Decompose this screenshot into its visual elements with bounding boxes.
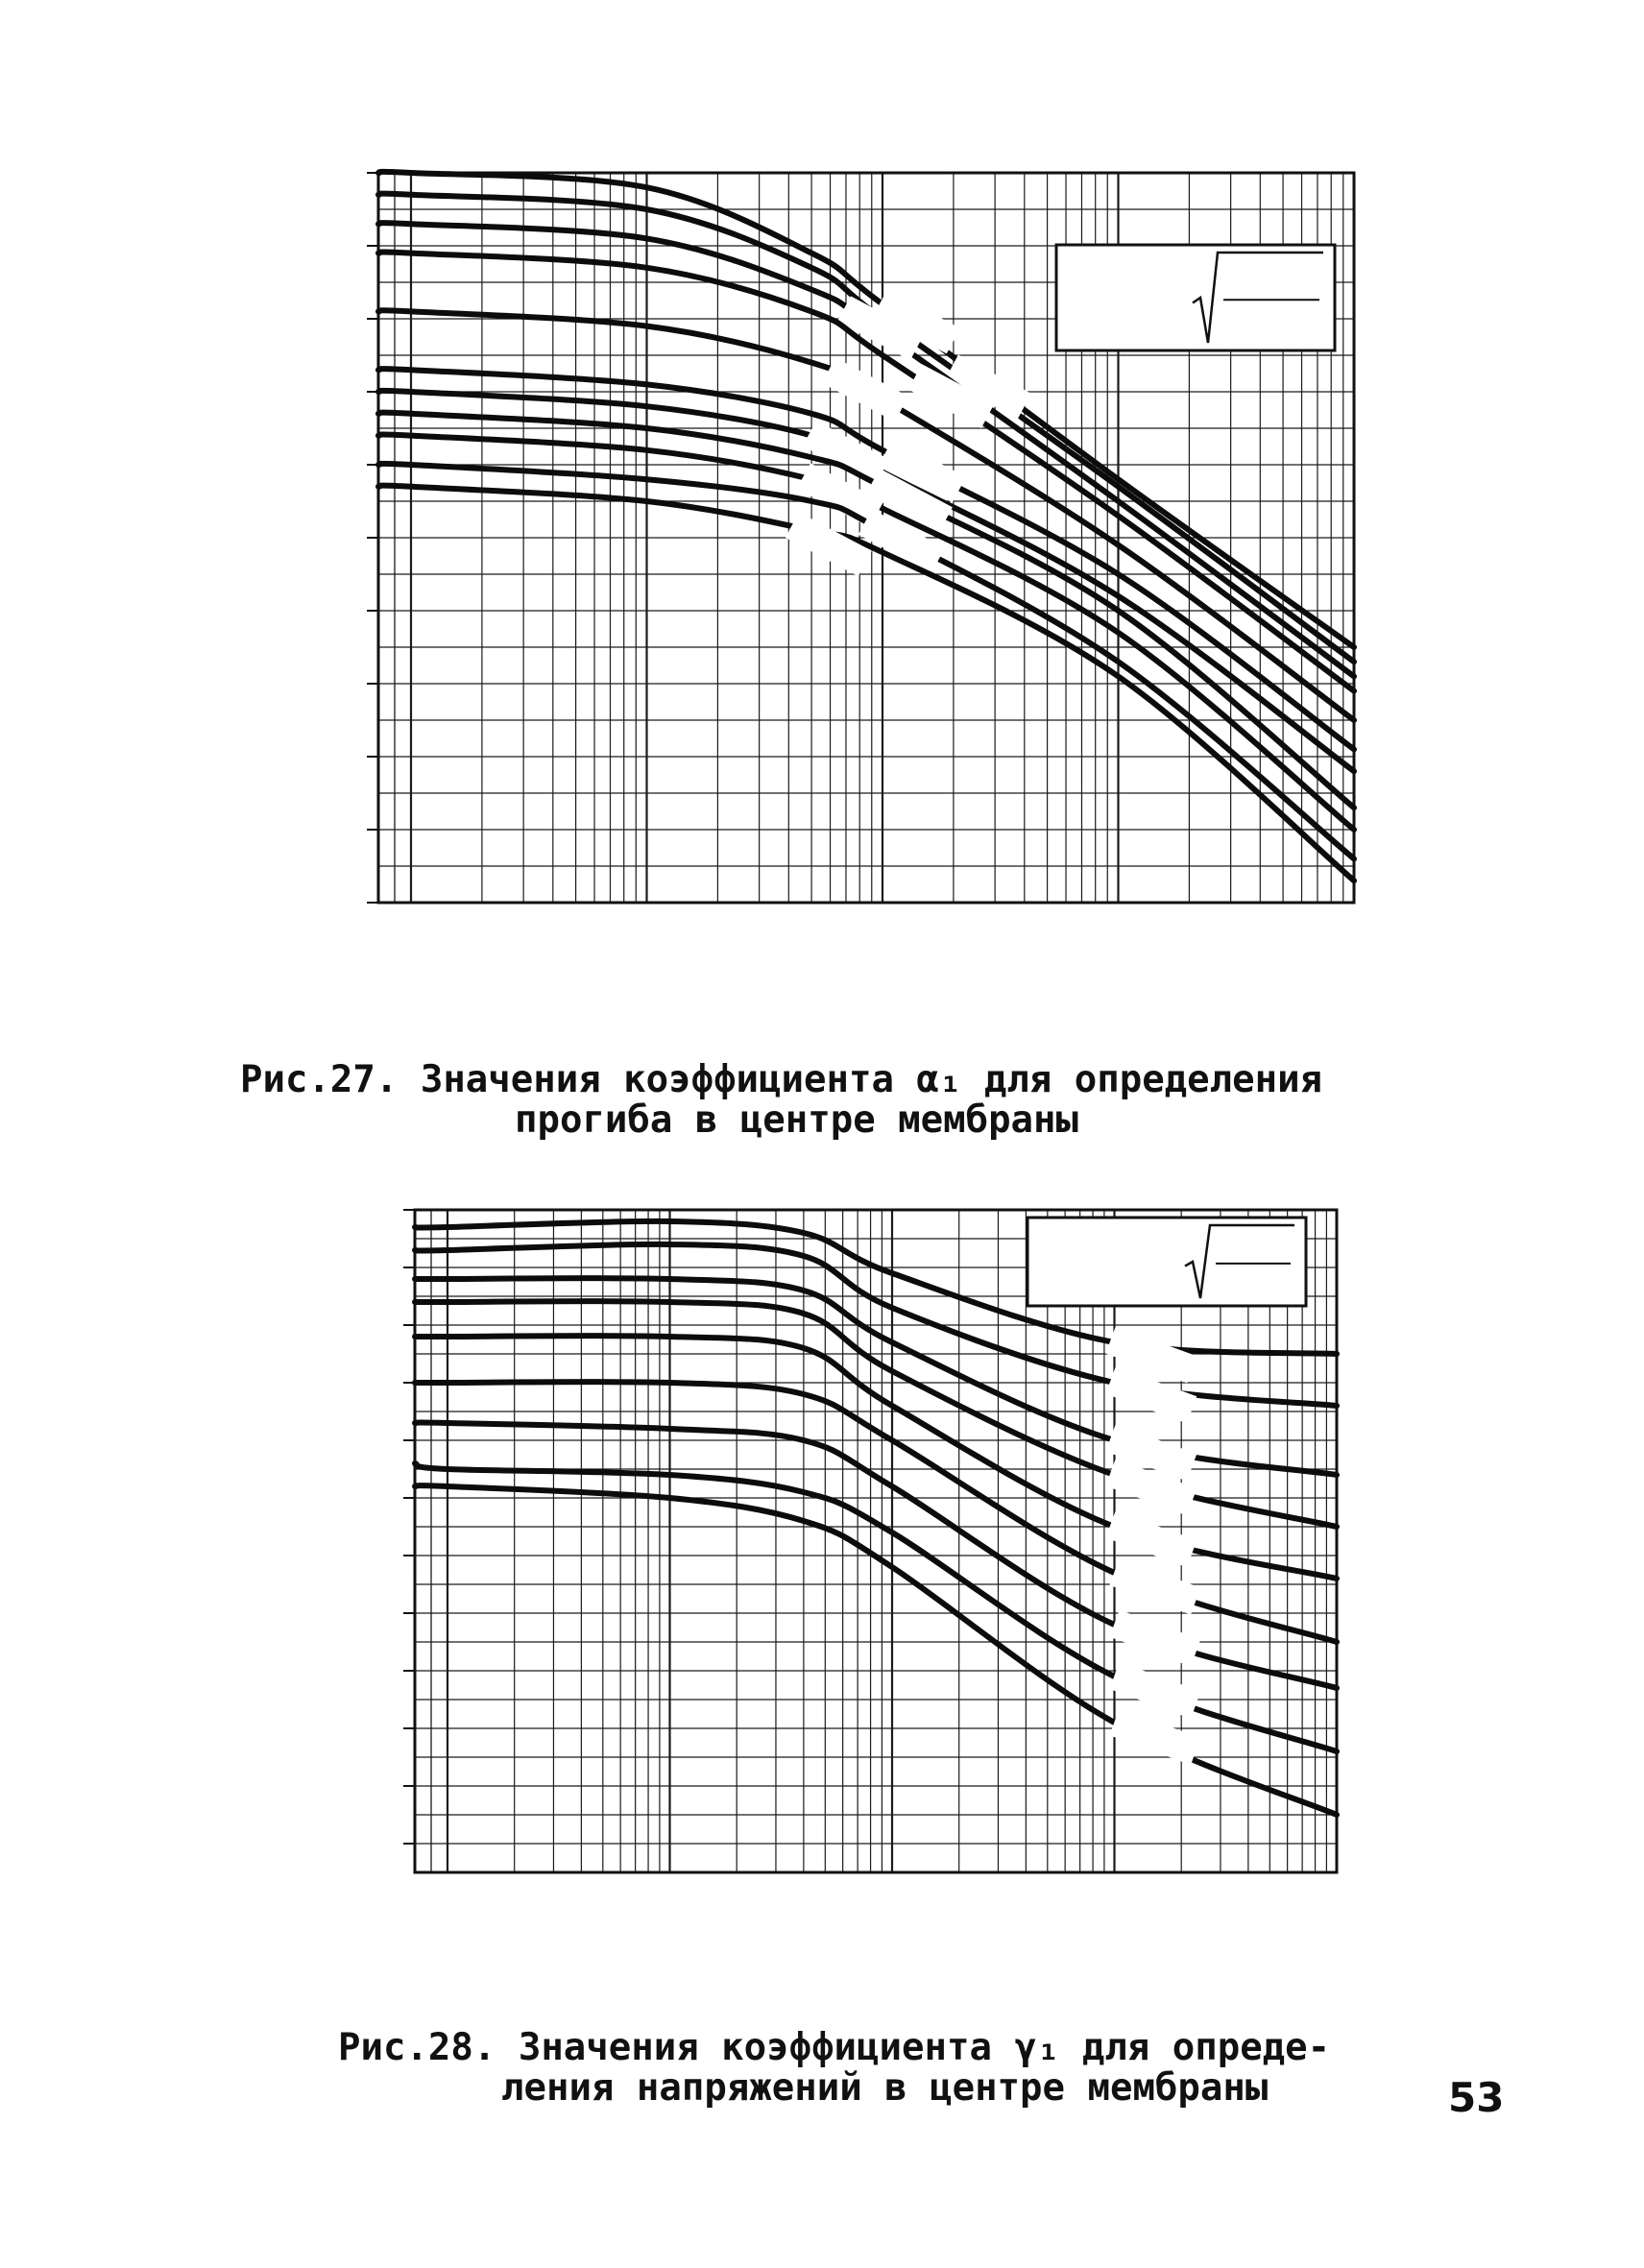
series-label-backdrop	[1109, 1610, 1200, 1667]
series-line	[378, 172, 1354, 647]
grid	[415, 1210, 1337, 1872]
figure-27-caption-line2: прогиба в центре мембраны	[515, 1098, 1078, 1142]
figure-28-caption-line2: ления напряжений в центре мембраны	[501, 2066, 1269, 2110]
formula-frame	[1028, 1218, 1306, 1306]
formula-box	[1056, 245, 1335, 350]
chart-gamma1	[365, 1181, 1364, 2016]
formula-frame	[1056, 245, 1335, 350]
figure-27-caption-line1: Рис.27. Значения коэффициента α₁ для определения	[240, 1058, 1323, 1101]
page-number: 53	[1448, 2074, 1505, 2121]
chart-alpha1	[288, 115, 1364, 1037]
series-label-backdrop	[786, 512, 872, 576]
figure-28-caption-line1: Рис.28. Значения коэффициента γ₁ для опреде-	[338, 2026, 1331, 2069]
formula-box	[1028, 1218, 1306, 1306]
